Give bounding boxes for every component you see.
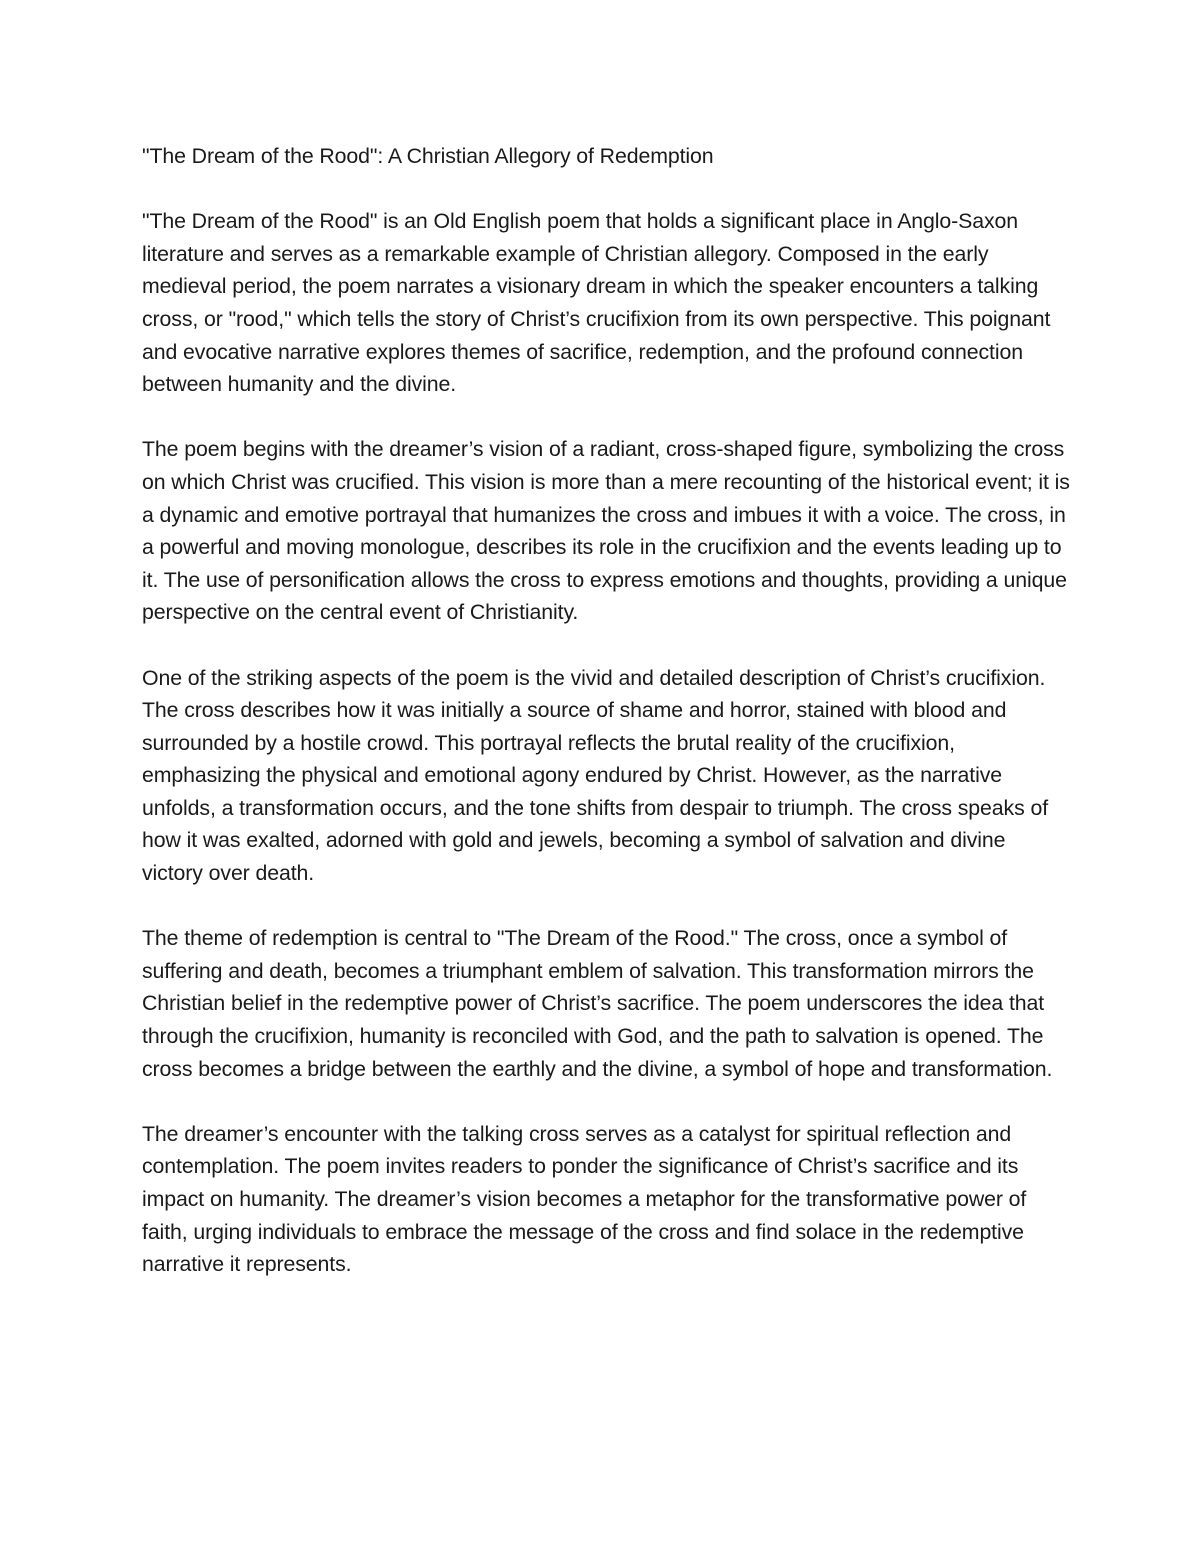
document-title: "The Dream of the Rood": A Christian Allegory of Redemption	[142, 144, 714, 168]
paragraph-conclusion: The dreamer’s encounter with the talking cross serves as a catalyst for spiritual reflection and contemplation. The poem invites readers to ponder the significance of Christ’s sacrifice and its impact on humanity. The dreamer’s vision becomes a metaphor for the transformative power of faith, urging individuals to embrace the message of the cross and find solace in the redemptive narrative it represents.	[142, 1121, 1027, 1277]
paragraph-crucifixion: One of the striking aspects of the poem is the vivid and detailed description of Christ’s crucifixion. The cross describes how it was initially a source of shame and horror, stained with blood and surrounded by a hostile crowd. This portrayal reflects the brutal reality of the crucifixion, emphasizing the physical and emotional agony endured by Christ. However, as the narrative unfolds, a transformation occurs, and the tone shifts from despair to triumph. The cross speaks of how it was exalted, adorned with gold and jewels, becoming a symbol of salvation and divine victory over death.	[142, 665, 1049, 886]
paragraph-redemption: The theme of redemption is central to "The Dream of the Rood." The cross, once a symbol of suffering and death, becomes a triumphant emblem of salvation. This transformation mirrors the Christian belief in the redemptive power of Christ’s sacrifice. The poem underscores the idea that through the crucifixion, humanity is reconciled with God, and the path to salvation is opened. The cross becomes a bridge between the earthly and the divine, a symbol of hope and transformation.	[142, 926, 1053, 1081]
paragraph-intro: "The Dream of the Rood" is an Old English poem that holds a significant place in Anglo-Saxon literature and serves as a remarkable example of Christian allegory. Composed in the early medieval period, the poem narrates a visionary dream in which the speaker encounters a talking cross, or "rood," which tells the story of Christ’s crucifixion from its own perspective. This poignant and evocative narrative explores themes of sacrifice, redemption, and the profound connection between humanity and the divine.	[142, 209, 1051, 397]
document-body	[142, 140, 1070, 1281]
paragraph-vision: The poem begins with the dreamer’s vision of a radiant, cross-shaped figure, symbolizing the cross on which Christ was crucified. This vision is more than a mere recounting of the historical event; it is a dynamic and emotive portrayal that humanizes the cross and imbues it with a voice. The cross, in a powerful and moving monologue, describes its role in the crucifixion and the events leading up to it. The use of personification allows the cross to express emotions and thoughts, providing a unique perspective on the central event of Christianity.	[142, 437, 1070, 625]
